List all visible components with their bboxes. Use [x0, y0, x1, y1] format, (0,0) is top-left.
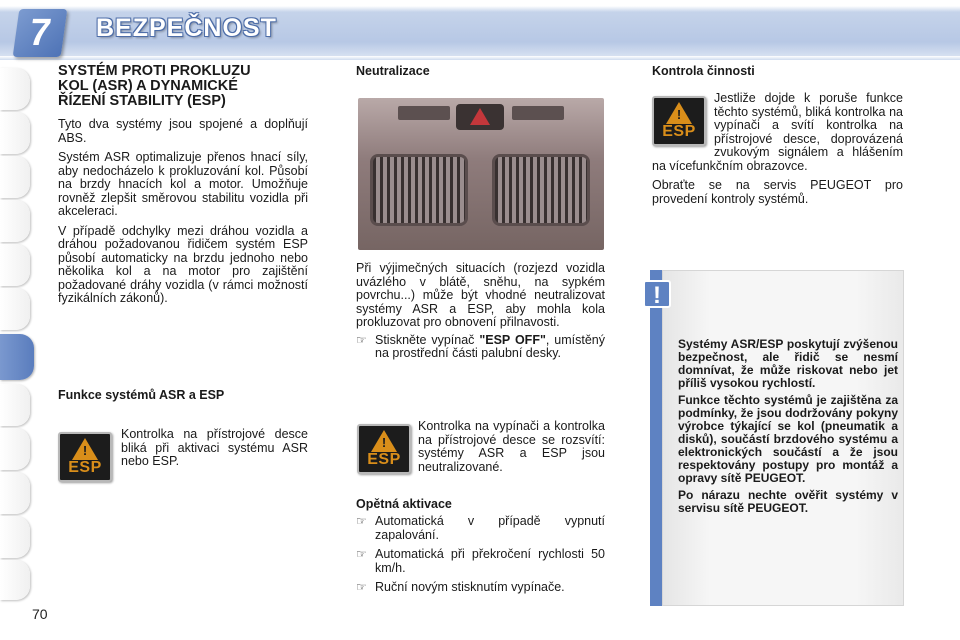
chapter-tab[interactable]	[0, 472, 30, 514]
esp-label: ESP	[68, 459, 102, 476]
functions-heading: Funkce systémů ASR a ESP	[58, 388, 225, 402]
section-title	[58, 64, 308, 109]
air-vent	[370, 154, 468, 226]
paragraph: Při výjimečných situacích (rozjezd vozidla uvázlého v blátě, sněhu, na sypkém povrchu...) může být vhodné neutralizovat systémy ASR a ESP, aby mohla kola prokluzovat pro obnovení přilnavosti.	[356, 261, 605, 329]
section-title-line: KOL (ASR) A DYNAMICKÉ	[58, 78, 238, 94]
chapter-tab[interactable]	[0, 156, 30, 198]
paragraph: Systém ASR optimalizuje přenos hnací síly, aby nedocházelo k prokluzování kol. Působí na brzdy hnacích kol a motor. Umožňuje rovněž zlepšit směrovou stabilitu vozidla při akceleraci.	[58, 150, 308, 218]
chapter-tab[interactable]	[0, 288, 30, 330]
dashboard-button	[534, 106, 564, 120]
esp-warning-icon: ! ESP	[357, 424, 411, 474]
list-item: ☞ Automatická v případě vypnutí zapalování.	[356, 515, 605, 542]
check-text	[652, 92, 903, 206]
paragraph: V případě odchylky mezi dráhou vozidla a dráhou požadovanou řidičem systém ESP působí automaticky na brzdu jednoho nebo několika kol a na motor pro zajištění požadované dráhy vozidla (v rámci možností fyzikálních zákonů).	[58, 223, 308, 305]
dashboard-button	[420, 106, 450, 120]
chapter-tab[interactable]	[0, 560, 30, 600]
bullet-text: Stiskněte vypínač	[375, 332, 480, 347]
chapter-badge: 7	[13, 9, 68, 57]
list-item: ☞ Automatická při překročení rychlosti 50 km/h.	[356, 548, 605, 575]
exclamation-icon: !	[643, 280, 671, 308]
esp-label: ESP	[662, 123, 696, 140]
warning-paragraph: Funkce těchto systémů je zajištěna za podmínky, že jsou dodržovány pokyny výrobce týkající se kol (pneumatik a disků), součástí brzdového systému a elektronických součástí a že jsou respektovány postupy pro montáž a opravy sítě PEUGEOT.	[678, 393, 898, 485]
functions-text: Kontrolka na přístrojové desce bliká při aktivaci systému ASR nebo ESP.	[121, 427, 308, 468]
section-title-line: ŘÍZENÍ STABILITY (ESP)	[58, 93, 226, 109]
intro-text	[58, 118, 308, 306]
warning-paragraph: Po nárazu nechte ověřit systémy v servisu sítě PEUGEOT.	[678, 488, 898, 515]
dashboard-photo	[358, 98, 604, 250]
bullet-esp-off	[356, 334, 605, 361]
icon-spacer	[652, 92, 714, 156]
list-item: ☞ Ruční novým stisknutím vypínače.	[356, 581, 605, 595]
paragraph: Jestliže dojde k poruše funkce těchto systémů, bliká kontrolka na vypínači a svítí kontrolka na přístrojové desce, doprovázená zvukovým signálem a hlášením na vícefunkčním obrazovce.	[652, 91, 903, 173]
air-vent	[492, 154, 590, 226]
chapter-tab-active[interactable]	[0, 334, 34, 380]
check-heading: Kontrola činnosti	[652, 64, 755, 78]
hazard-switch-icon	[456, 104, 504, 130]
esp-warning-icon: ! ESP	[652, 96, 706, 146]
esp-warning-icon: ! ESP	[58, 432, 112, 482]
neutralization-text	[356, 262, 605, 361]
chapter-tab[interactable]	[0, 244, 30, 286]
chapter-tab[interactable]	[0, 200, 30, 242]
bullet-text: , umístěný na prostřední části palubní desky.	[375, 332, 605, 360]
esp-label: ESP	[367, 451, 401, 468]
section-title-line: SYSTÉM PROTI PROKLUZU	[58, 63, 251, 79]
page-title: BEZPEČNOST	[96, 14, 277, 42]
warning-paragraph: Systémy ASR/ESP poskytují zvýšenou bezpečnost, ale řidič se nesmí domnívat, že může riskovat nebo jet příliš vysokou rychlostí.	[678, 337, 898, 390]
indicator-text: Kontrolka na vypínači a kontrolka na přístrojové desce se rozsvítí: systémy ASR a ESP jsou neutralizované.	[418, 419, 605, 474]
reactivation-heading: Opětná aktivace	[356, 497, 452, 511]
chapter-tab[interactable]	[0, 516, 30, 558]
chapter-tab[interactable]	[0, 112, 30, 154]
page-number: 70	[32, 606, 48, 622]
chapter-tab[interactable]	[0, 68, 30, 110]
esp-off-label: "ESP OFF"	[479, 332, 546, 347]
chapter-tab[interactable]	[0, 428, 30, 470]
neutralization-heading: Neutralizace	[356, 64, 430, 78]
reactivation-list	[356, 515, 605, 595]
paragraph: Tyto dva systémy jsou spojené a doplňují ABS.	[58, 117, 308, 145]
warning-text	[678, 338, 898, 519]
chapter-tab[interactable]	[0, 384, 30, 426]
paragraph: Obraťte se na servis PEUGEOT pro provedení kontroly systémů.	[652, 178, 903, 206]
